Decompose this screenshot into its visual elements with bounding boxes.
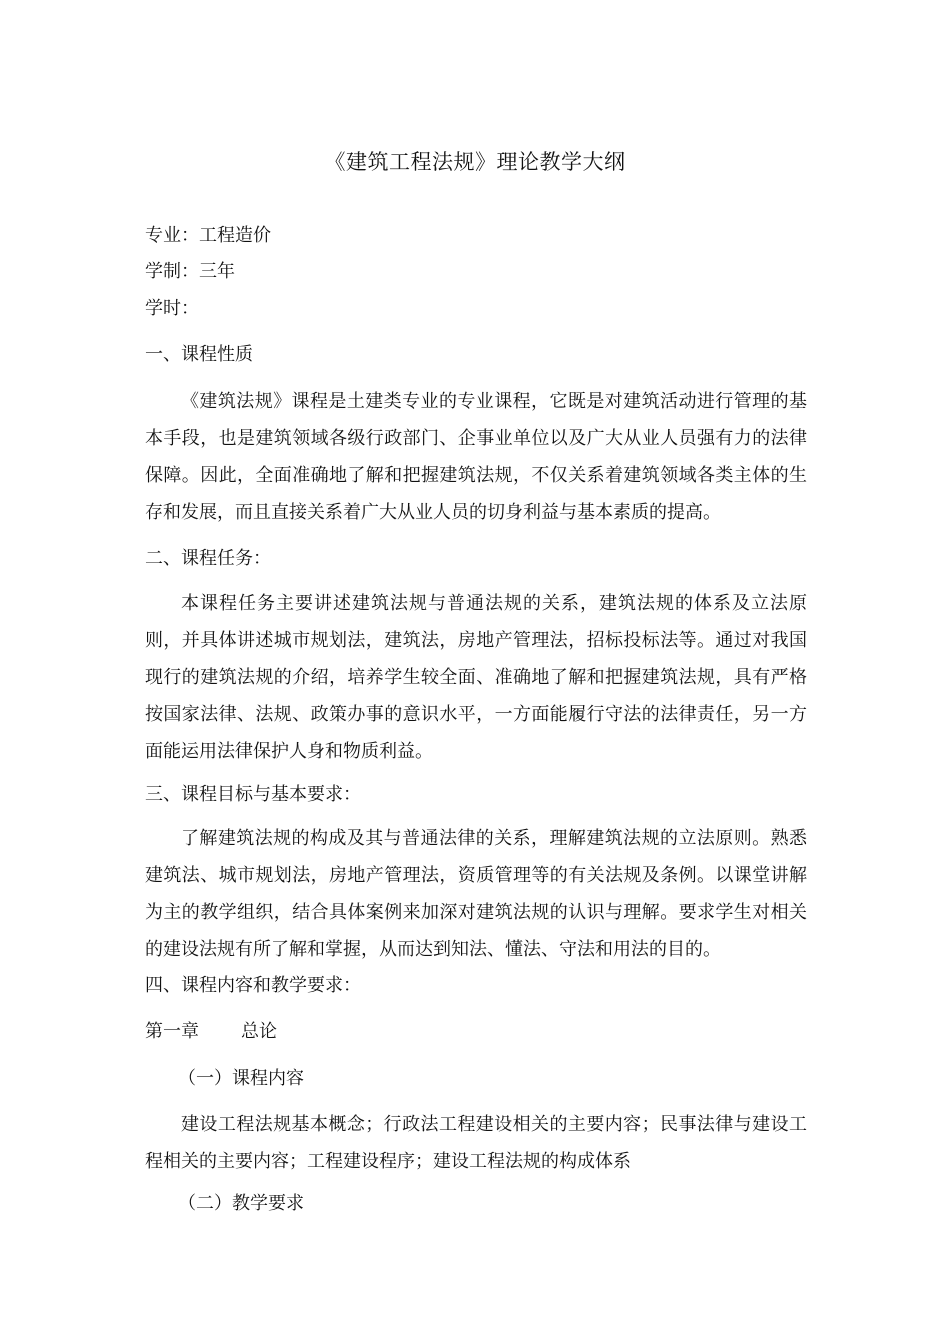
section-body-goals: 了解建筑法规的构成及其与普通法律的关系，理解建筑法规的立法原则。熟悉建筑法、城市规划法，房地产管理法，资质管理等的有关法规及条例。以课堂讲解为主的教学组织，结合具体案例来加深对建筑法规的认识与理解。要求学生对相关的建设法规有所了解和掌握，从而达到知法、懂法、守法和用法的目的。 [145, 828, 807, 960]
duration-line: 学制：三年 [145, 261, 235, 282]
chapter-number: 第一章 [145, 1021, 199, 1042]
chapter-name: 总论 [241, 1021, 277, 1042]
chapter-heading [145, 1020, 277, 1044]
document-title: 《建筑工程法规》理论教学大纲 [324, 150, 626, 174]
hours-line: 学时： [145, 298, 199, 319]
section-heading-nature: 一、课程性质 [145, 344, 253, 365]
chapter-content-body: 建设工程法规基本概念；行政法工程建设相关的主要内容；民事法律与建设工程相关的主要内容；工程建设程序；建设工程法规的构成体系 [145, 1114, 807, 1172]
section-body-task: 本课程任务主要讲述建筑法规与普通法规的关系，建筑法规的体系及立法原则，并具体讲述城市规划法，建筑法，房地产管理法，招标投标法等。通过对我国现行的建筑法规的介绍，培养学生较全面、准确地了解和把握建筑法规，具有严格按国家法律、法规、政策办事的意识水平，一方面能履行守法的法律责任，另一方面能运用法律保护人身和物质利益。 [145, 593, 807, 762]
section-body-nature: 《建筑法规》课程是土建类专业的专业课程，它既是对建筑活动进行管理的基本手段，也是建筑领域各级行政部门、企事业单位以及广大从业人员强有力的法律保障。因此，全面准确地了解和把握建筑法规，不仅关系着建筑领域各类主体的生存和发展，而且直接关系着广大从业人员的切身利益与基本素质的提高。 [145, 391, 807, 523]
chapter-subheading-content: （一）课程内容 [178, 1068, 304, 1089]
section-heading-goals: 三、课程目标与基本要求： [145, 784, 361, 805]
chapter-subheading-requirements: （二）教学要求 [178, 1193, 304, 1214]
section-heading-content: 四、课程内容和教学要求： [145, 975, 361, 996]
major-line: 专业：工程造价 [145, 225, 271, 246]
section-heading-task: 二、课程任务： [145, 548, 271, 569]
